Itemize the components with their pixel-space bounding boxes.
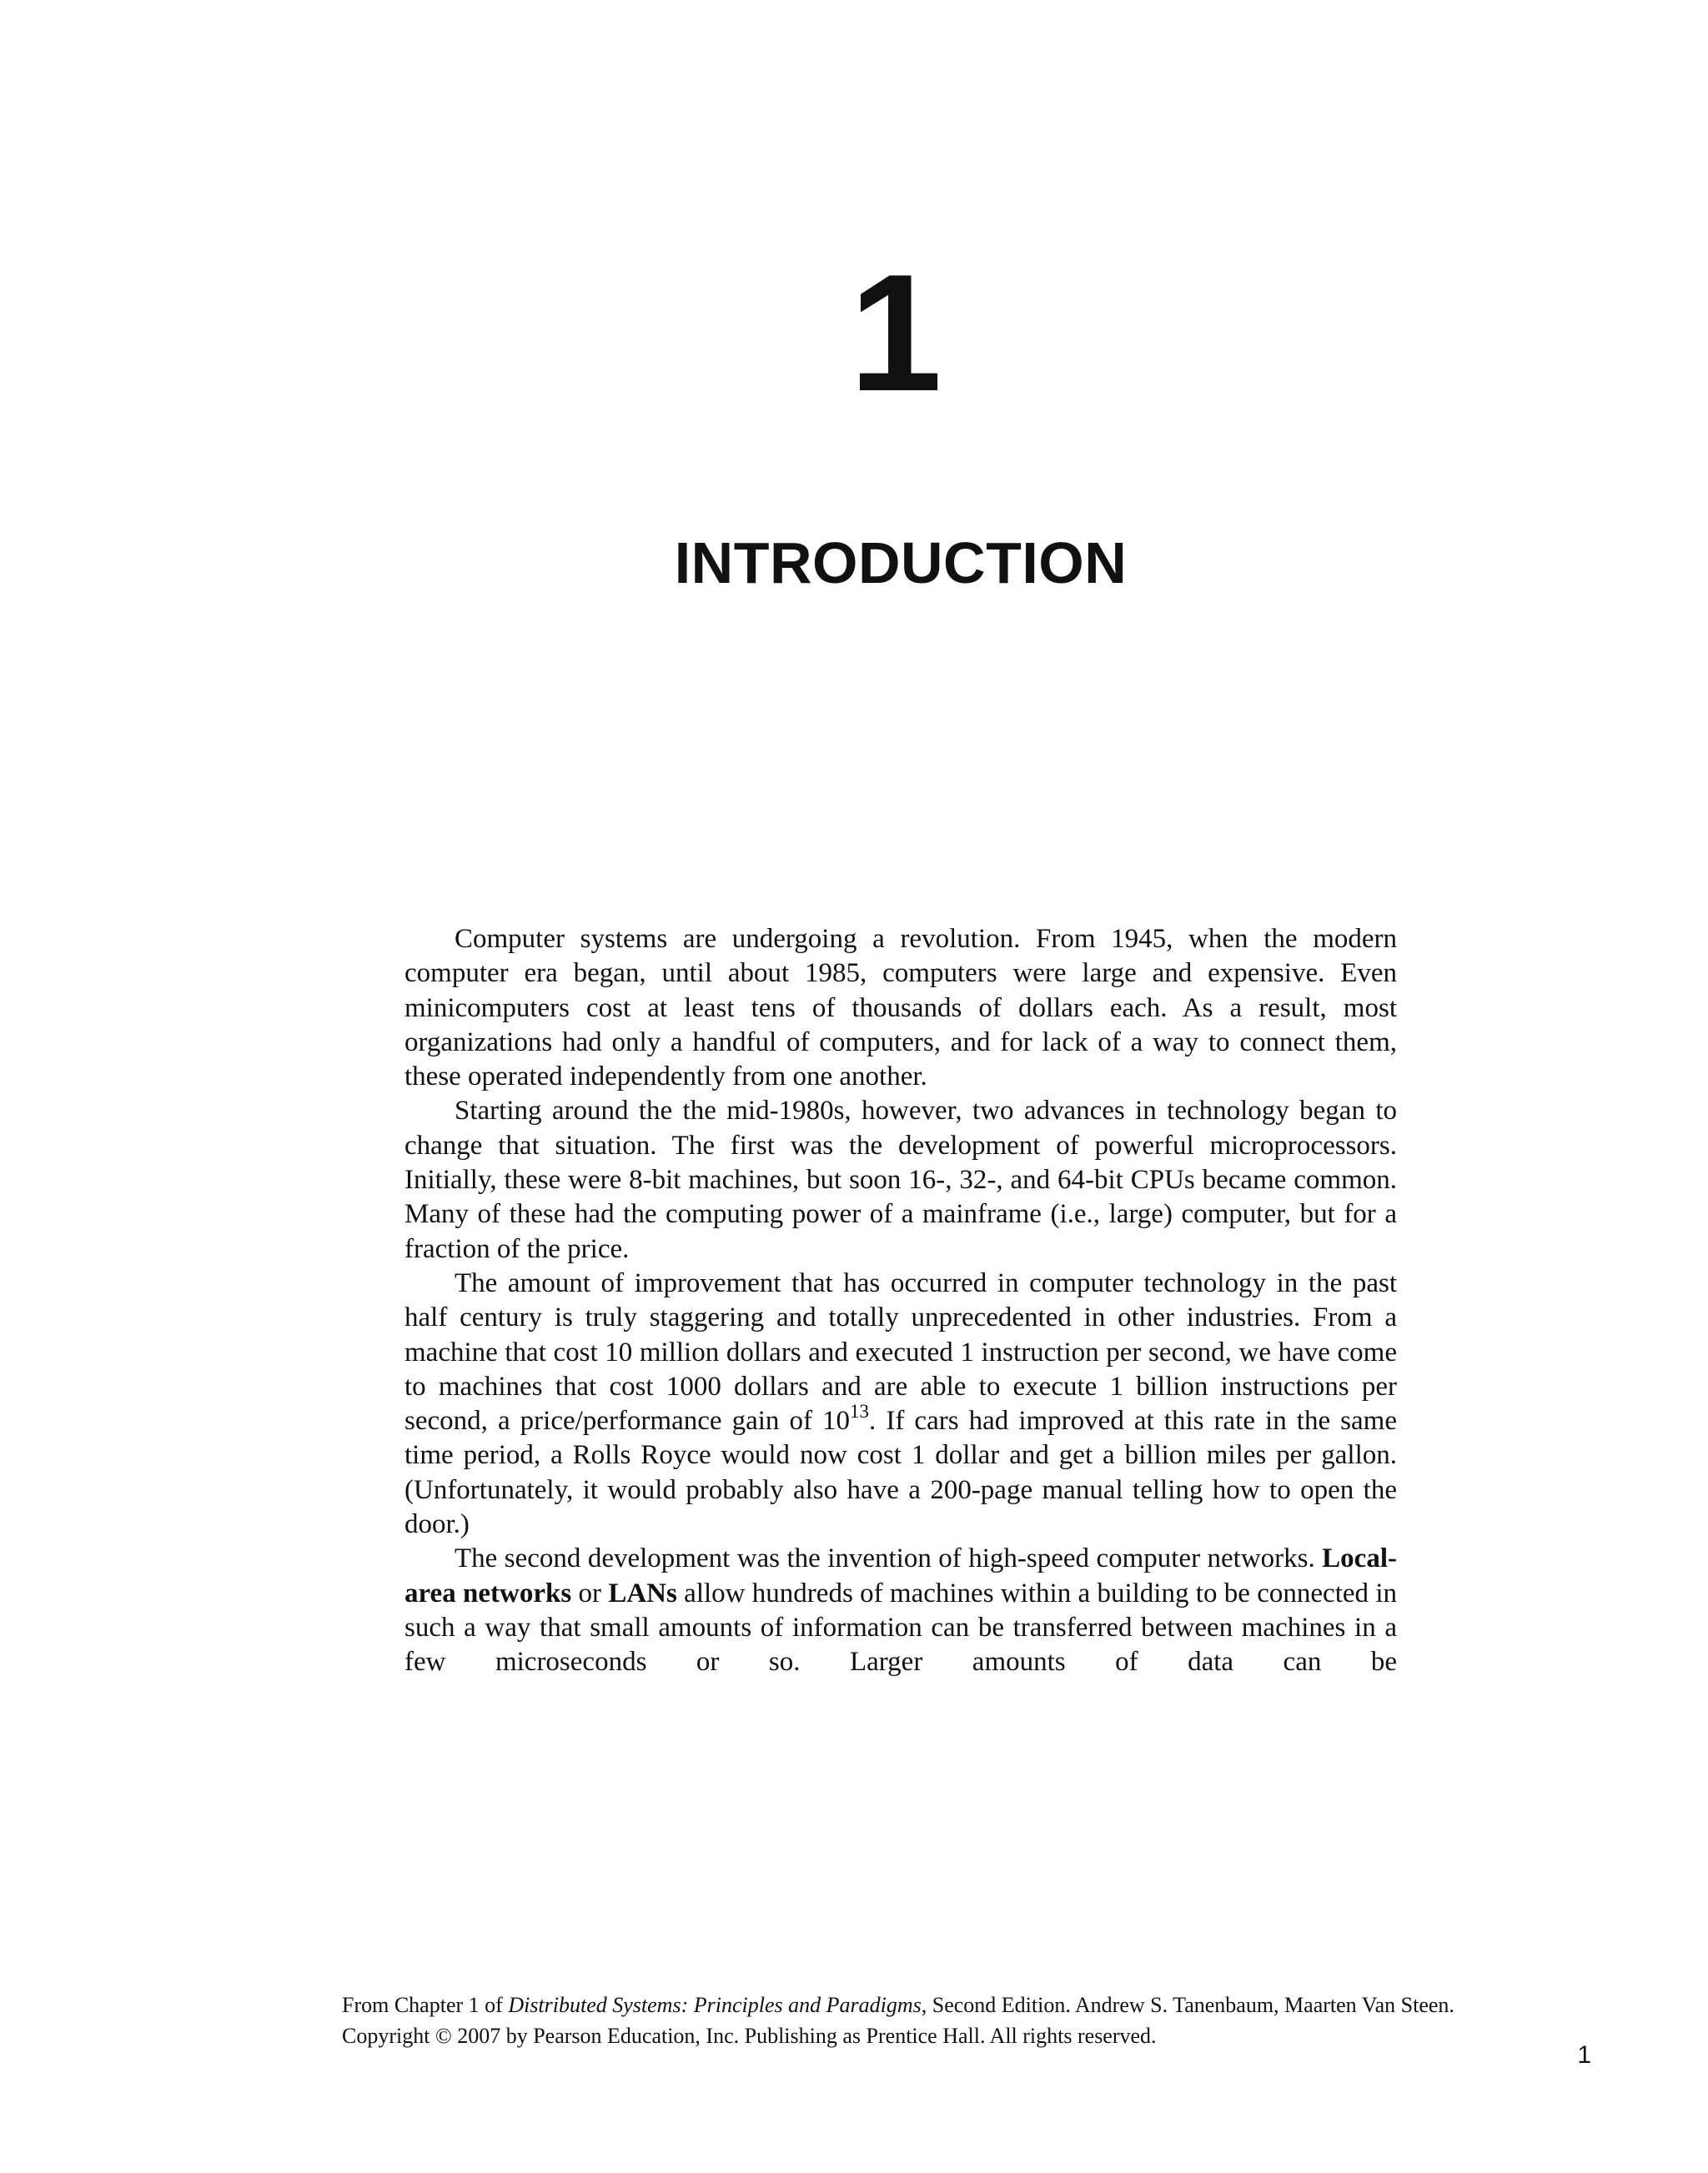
footnote-suffix: , Second Edition. Andrew S. Tanenbaum, Maarten Van Steen. Copyright © 2007 by Pearson Education, Inc. Publishing as Prentice Hall. All rights reserved.: [342, 1993, 1454, 2048]
paragraph-3-text-after: . If cars had improved at this rate in the same time period, a Rolls Royce would now cost 1 dollar and get a billion miles per gallon. (Unfortunately, it would probably also have a 200-page manual telling how to open the door.): [404, 1406, 1397, 1540]
chapter-body: [404, 922, 1397, 1680]
paragraph-4-text-after: allow hundreds of machines within a building to be connected in such a way that small amounts of information can be transferred between machines in a few microseconds or so. Larger amounts of data can be: [404, 1578, 1397, 1678]
paragraph-1: Computer systems are undergoing a revolution. From 1945, when the modern computer era began, until about 1985, computers were large and expensive. Even minicomputers cost at least tens of thousands of dollars each. As a result, most organizations had only a handful of computers, and for lack of a way to connect them, these operated independently from one another.: [404, 924, 1397, 1092]
page-number: 1: [1577, 2041, 1591, 2069]
paragraph-2: Starting around the the mid-1980s, however, two advances in technology began to change that situation. The first was the development of powerful microprocessors. Initially, these were 8-bit machines, but soon 16-, 32-, and 64-bit CPUs became common. Many of these had the computing power of a mainframe (i.e., large) computer, but for a fraction of the price.: [404, 1096, 1397, 1264]
paragraph-3: [404, 1267, 1397, 1542]
term-local-area-networks: Local-area networks: [404, 1543, 1397, 1608]
term-lans: LANs: [608, 1578, 677, 1608]
book-title: Distributed Systems: Principles and Paradigms: [508, 1993, 922, 2017]
footnote-prefix: From Chapter 1 of: [342, 1993, 509, 2017]
chapter-title: INTRODUCTION: [674, 530, 1128, 595]
exponent-superscript: 13: [850, 1401, 870, 1423]
paragraph-3-text-before: The amount of improvement that has occurred in computer technology in the past half century is truly staggering and totally unprecedented in other industries. From a machine that cost 10 million dollars and executed 1 instruction per second, we have come to machines that cost 1000 dollars and are able to execute 1 billion instructions per second, a price/performance gain of 10: [404, 1267, 1397, 1437]
paragraph-4-text-mid: or: [571, 1578, 609, 1608]
chapter-number: 1: [849, 240, 942, 426]
paragraph-4: [404, 1542, 1397, 1679]
paragraph-4-text-before: The second development was the invention of high-speed computer networks.: [455, 1543, 1323, 1574]
source-footnote: [342, 1990, 1493, 2051]
